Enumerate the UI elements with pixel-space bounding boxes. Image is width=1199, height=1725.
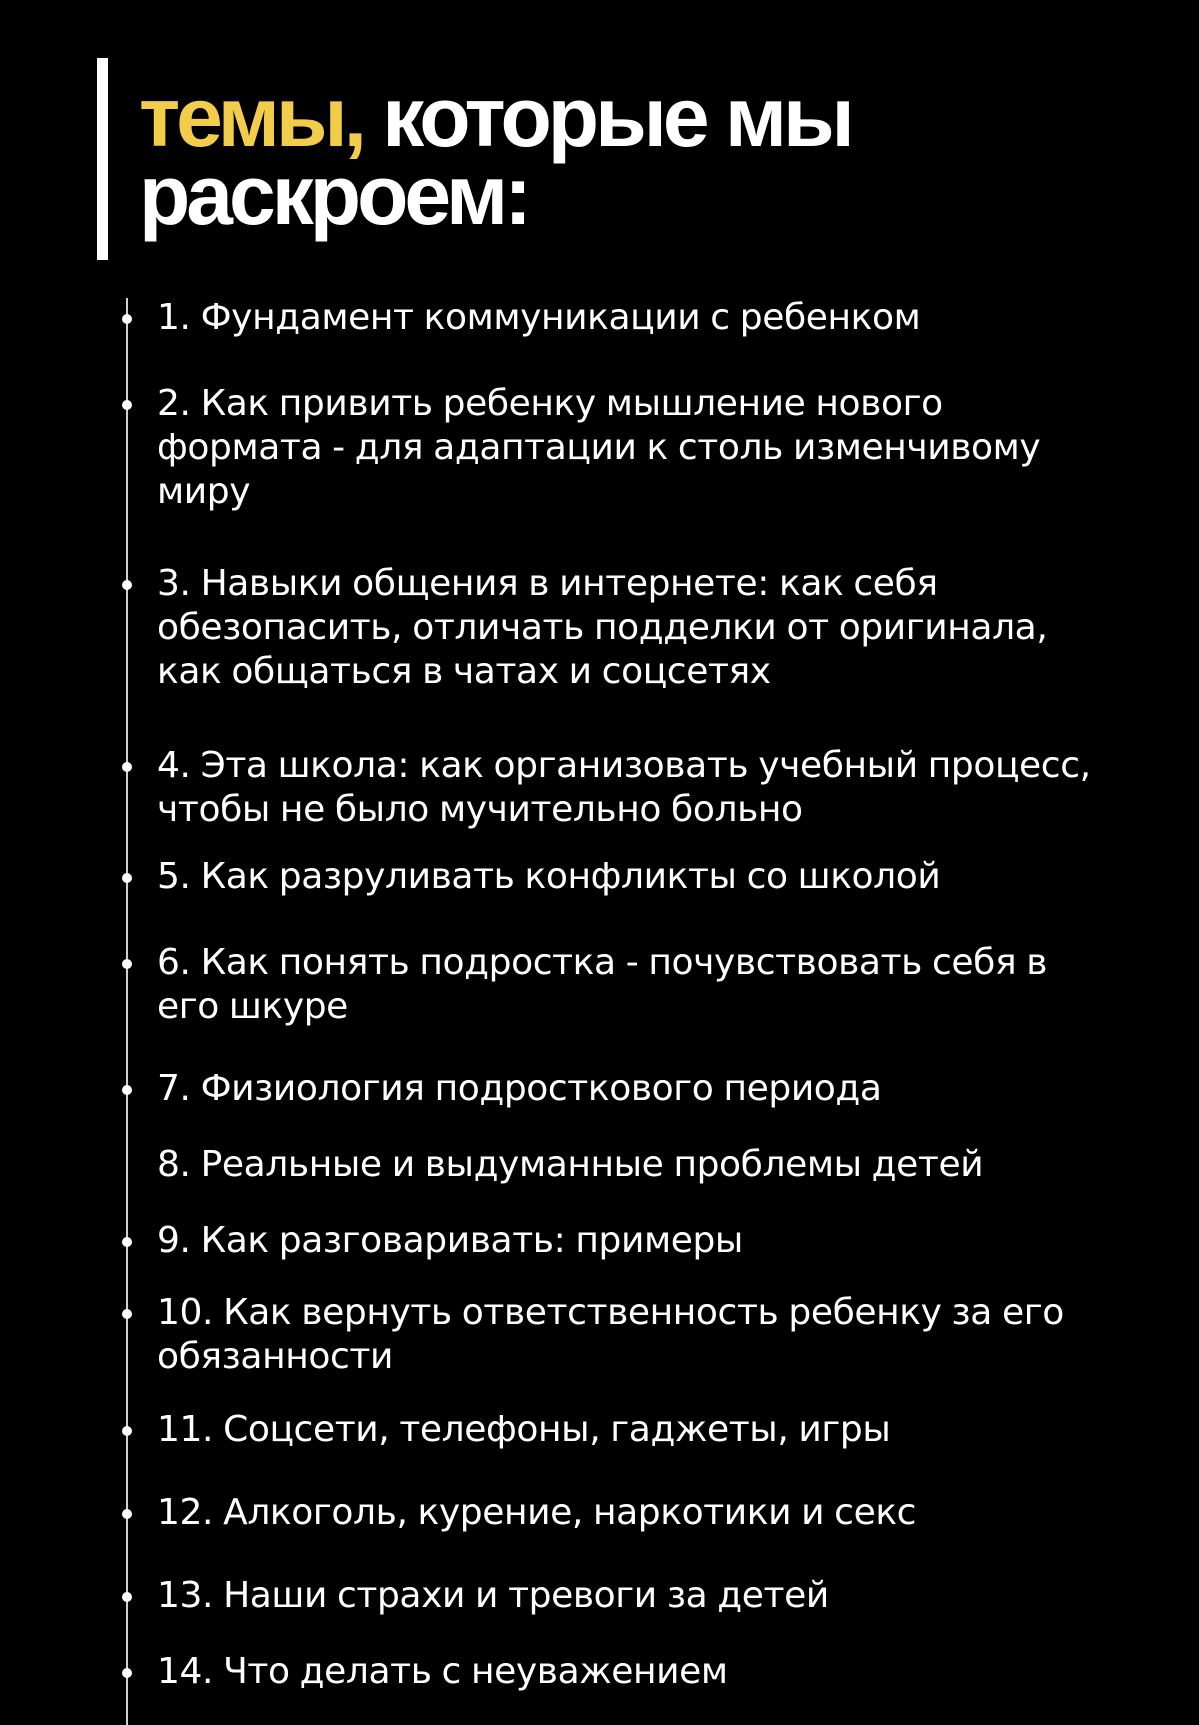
- topic-item-4: [0, 744, 1199, 830]
- topic-item-10: [0, 1291, 1199, 1377]
- bullet-dot-icon: [122, 1426, 132, 1436]
- title-line-2: раскроем:: [139, 148, 529, 242]
- topic-text: 3. Навыки общения в интернете: как себя обезопасить, отличать подделки от оригинала, как общаться в чатах и соцсетях: [157, 563, 1048, 692]
- bullet-dot-icon: [122, 1309, 132, 1319]
- topic-text: 5. Как разруливать конфликты со школой: [157, 856, 941, 897]
- bullet-dot-icon: [122, 1592, 132, 1602]
- topic-text: 13. Наши страхи и тревоги за детей: [157, 1575, 829, 1616]
- bullet-dot-icon: [122, 314, 132, 324]
- title-accent-word: темы,: [139, 70, 363, 164]
- topic-item-8: [0, 1143, 1199, 1189]
- bullet-dot-icon: [122, 400, 132, 410]
- topic-text: 8. Реальные и выдуманные проблемы детей: [157, 1144, 984, 1185]
- topic-item-6: [0, 941, 1199, 1027]
- topic-text: 1. Фундамент коммуникации с ребенком: [157, 297, 921, 338]
- page-title: [139, 70, 851, 242]
- topic-text: 14. Что делать с неуважением: [157, 1651, 728, 1692]
- topic-item-7: [0, 1067, 1199, 1113]
- bullet-dot-icon: [122, 580, 132, 590]
- topic-item-11: [0, 1408, 1199, 1454]
- topic-item-1: [0, 296, 1199, 342]
- topic-item-9: [0, 1219, 1199, 1265]
- topic-text: 9. Как разговаривать: примеры: [157, 1220, 743, 1261]
- bullet-dot-icon: [122, 1668, 132, 1678]
- topic-item-14: [0, 1650, 1199, 1696]
- topic-item-13: [0, 1574, 1199, 1620]
- bullet-dot-icon: [122, 1237, 132, 1247]
- topic-text: 12. Алкоголь, курение, наркотики и секс: [157, 1492, 917, 1533]
- topic-item-5: [0, 855, 1199, 901]
- topic-text: 7. Физиология подросткового периода: [157, 1068, 882, 1109]
- topic-item-12: [0, 1491, 1199, 1537]
- title-rest: которые мы: [362, 70, 851, 164]
- topic-text: 10. Как вернуть ответственность ребенку за его обязанности: [157, 1292, 1064, 1377]
- bullet-dot-icon: [122, 1085, 132, 1095]
- topic-item-3: [0, 562, 1199, 692]
- title-accent-bar: [97, 58, 108, 260]
- header: [97, 58, 1147, 260]
- topic-text: 11. Соцсети, телефоны, гаджеты, игры: [157, 1409, 891, 1450]
- bullet-dot-icon: [122, 1509, 132, 1519]
- topic-text: 4. Эта школа: как организовать учебный процесс, чтобы не было мучительно больно: [157, 745, 1091, 830]
- bullet-dot-icon: [122, 762, 132, 772]
- topic-item-2: [0, 382, 1199, 512]
- topic-text: 2. Как привить ребенку мышление нового формата - для адаптации к столь изменчивому миру: [157, 383, 1041, 512]
- topic-text: 6. Как понять подростка - почувствовать себя в его шкуре: [157, 942, 1048, 1027]
- bullet-dot-icon: [122, 959, 132, 969]
- bullet-dot-icon: [122, 873, 132, 883]
